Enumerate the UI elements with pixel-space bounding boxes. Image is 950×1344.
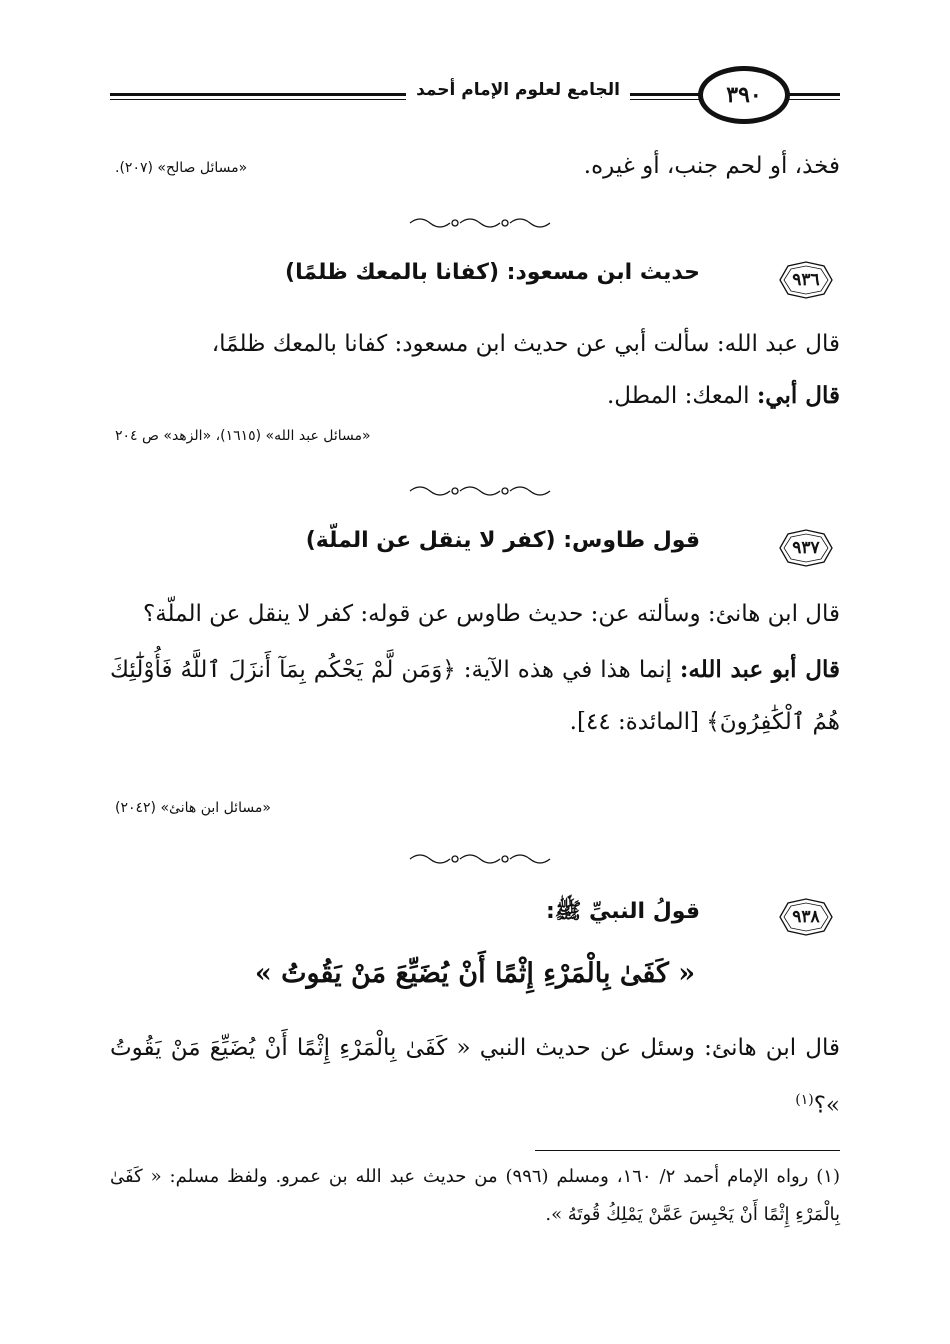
section-ornament [405, 852, 555, 866]
entry-heading-936 [110, 258, 840, 308]
entry-paragraph: قال ابن هانئ: وسألته عن: حديث طاوس عن قوله: كفر لا ينقل عن الملّة؟ قال أبو عبد الله: إنما هذا في هذه الآية: ﴿وَمَن لَّمْ يَحْكُم بِمَآ أَنزَلَ ٱللَّهُ فَأُوْلَٰٓئِكَ هُمُ ٱلْكَٰفِرُونَ﴾ [المائدة: ٤٤]. [110, 601, 840, 735]
entry-heading-937 [110, 526, 840, 576]
running-title: الجامع لعلوم الإمام أحمد [406, 80, 630, 100]
continuation-text: فخذ، أو لحم جنب، أو غيره. [583, 153, 840, 179]
entry-paragraph: قال عبد الله: سألت أبي عن حديث ابن مسعود: كفانا بالمعك ظلمًا، قال أبي: المعك: المطل. [211, 331, 840, 409]
footnote-marker: (١) [795, 1092, 814, 1108]
citation-top: «مسائل صالح» (٢٠٧). [115, 160, 248, 176]
entry-paragraph: قال ابن هانئ: وسئل عن حديث النبي « كَفَىٰ بِالْمَرْءِ إِثْمًا أَنْ يُضَيِّعَ مَنْ يَقُوتُ »؟$^{(١)}$ [110, 1035, 840, 1119]
hadith-title: « كَفَىٰ بِالْمَرْءِ إِثْمًا أَنْ يُضَيِّعَ مَنْ يَقُوتُ » [254, 958, 696, 989]
footnote-rule [535, 1150, 840, 1151]
entry-number-badge: ٩٣٦ [772, 258, 840, 302]
entry-number-badge: ٩٣٧ [772, 526, 840, 570]
page-header [110, 66, 840, 126]
citation-937: «مسائل ابن هانئ» (٢٠٤٢) [115, 800, 271, 816]
entry-title: قول طاوس: (كفر لا ينقل عن الملّة) [305, 528, 700, 553]
citation-936: «مسائل عبد الله» (١٦١٥)، «الزهد» ص ٢٠٤ [115, 428, 371, 444]
section-ornament [405, 216, 555, 230]
entry-number-badge: ٩٣٨ [772, 895, 840, 939]
entry-title: حديث ابن مسعود: (كفانا بالمعك ظلمًا) [285, 260, 700, 285]
entry-title: قولُ النبيِّ ﷺ: [546, 899, 700, 924]
section-ornament [405, 484, 555, 498]
page-number: ٣٩٠ [698, 66, 790, 124]
footnote: (١) رواه الإمام أحمد ٢/ ١٦٠، ومسلم (٩٩٦) من حديث عبد الله بن عمرو. ولفظ مسلم: « كَفَىٰ بِالْمَرْءِ إِثْمًا أَنْ يَحْبِسَ عَمَّنْ يَمْلِكُ قُوتَهُ ». [110, 1166, 840, 1225]
entry-heading-938 [110, 895, 840, 945]
